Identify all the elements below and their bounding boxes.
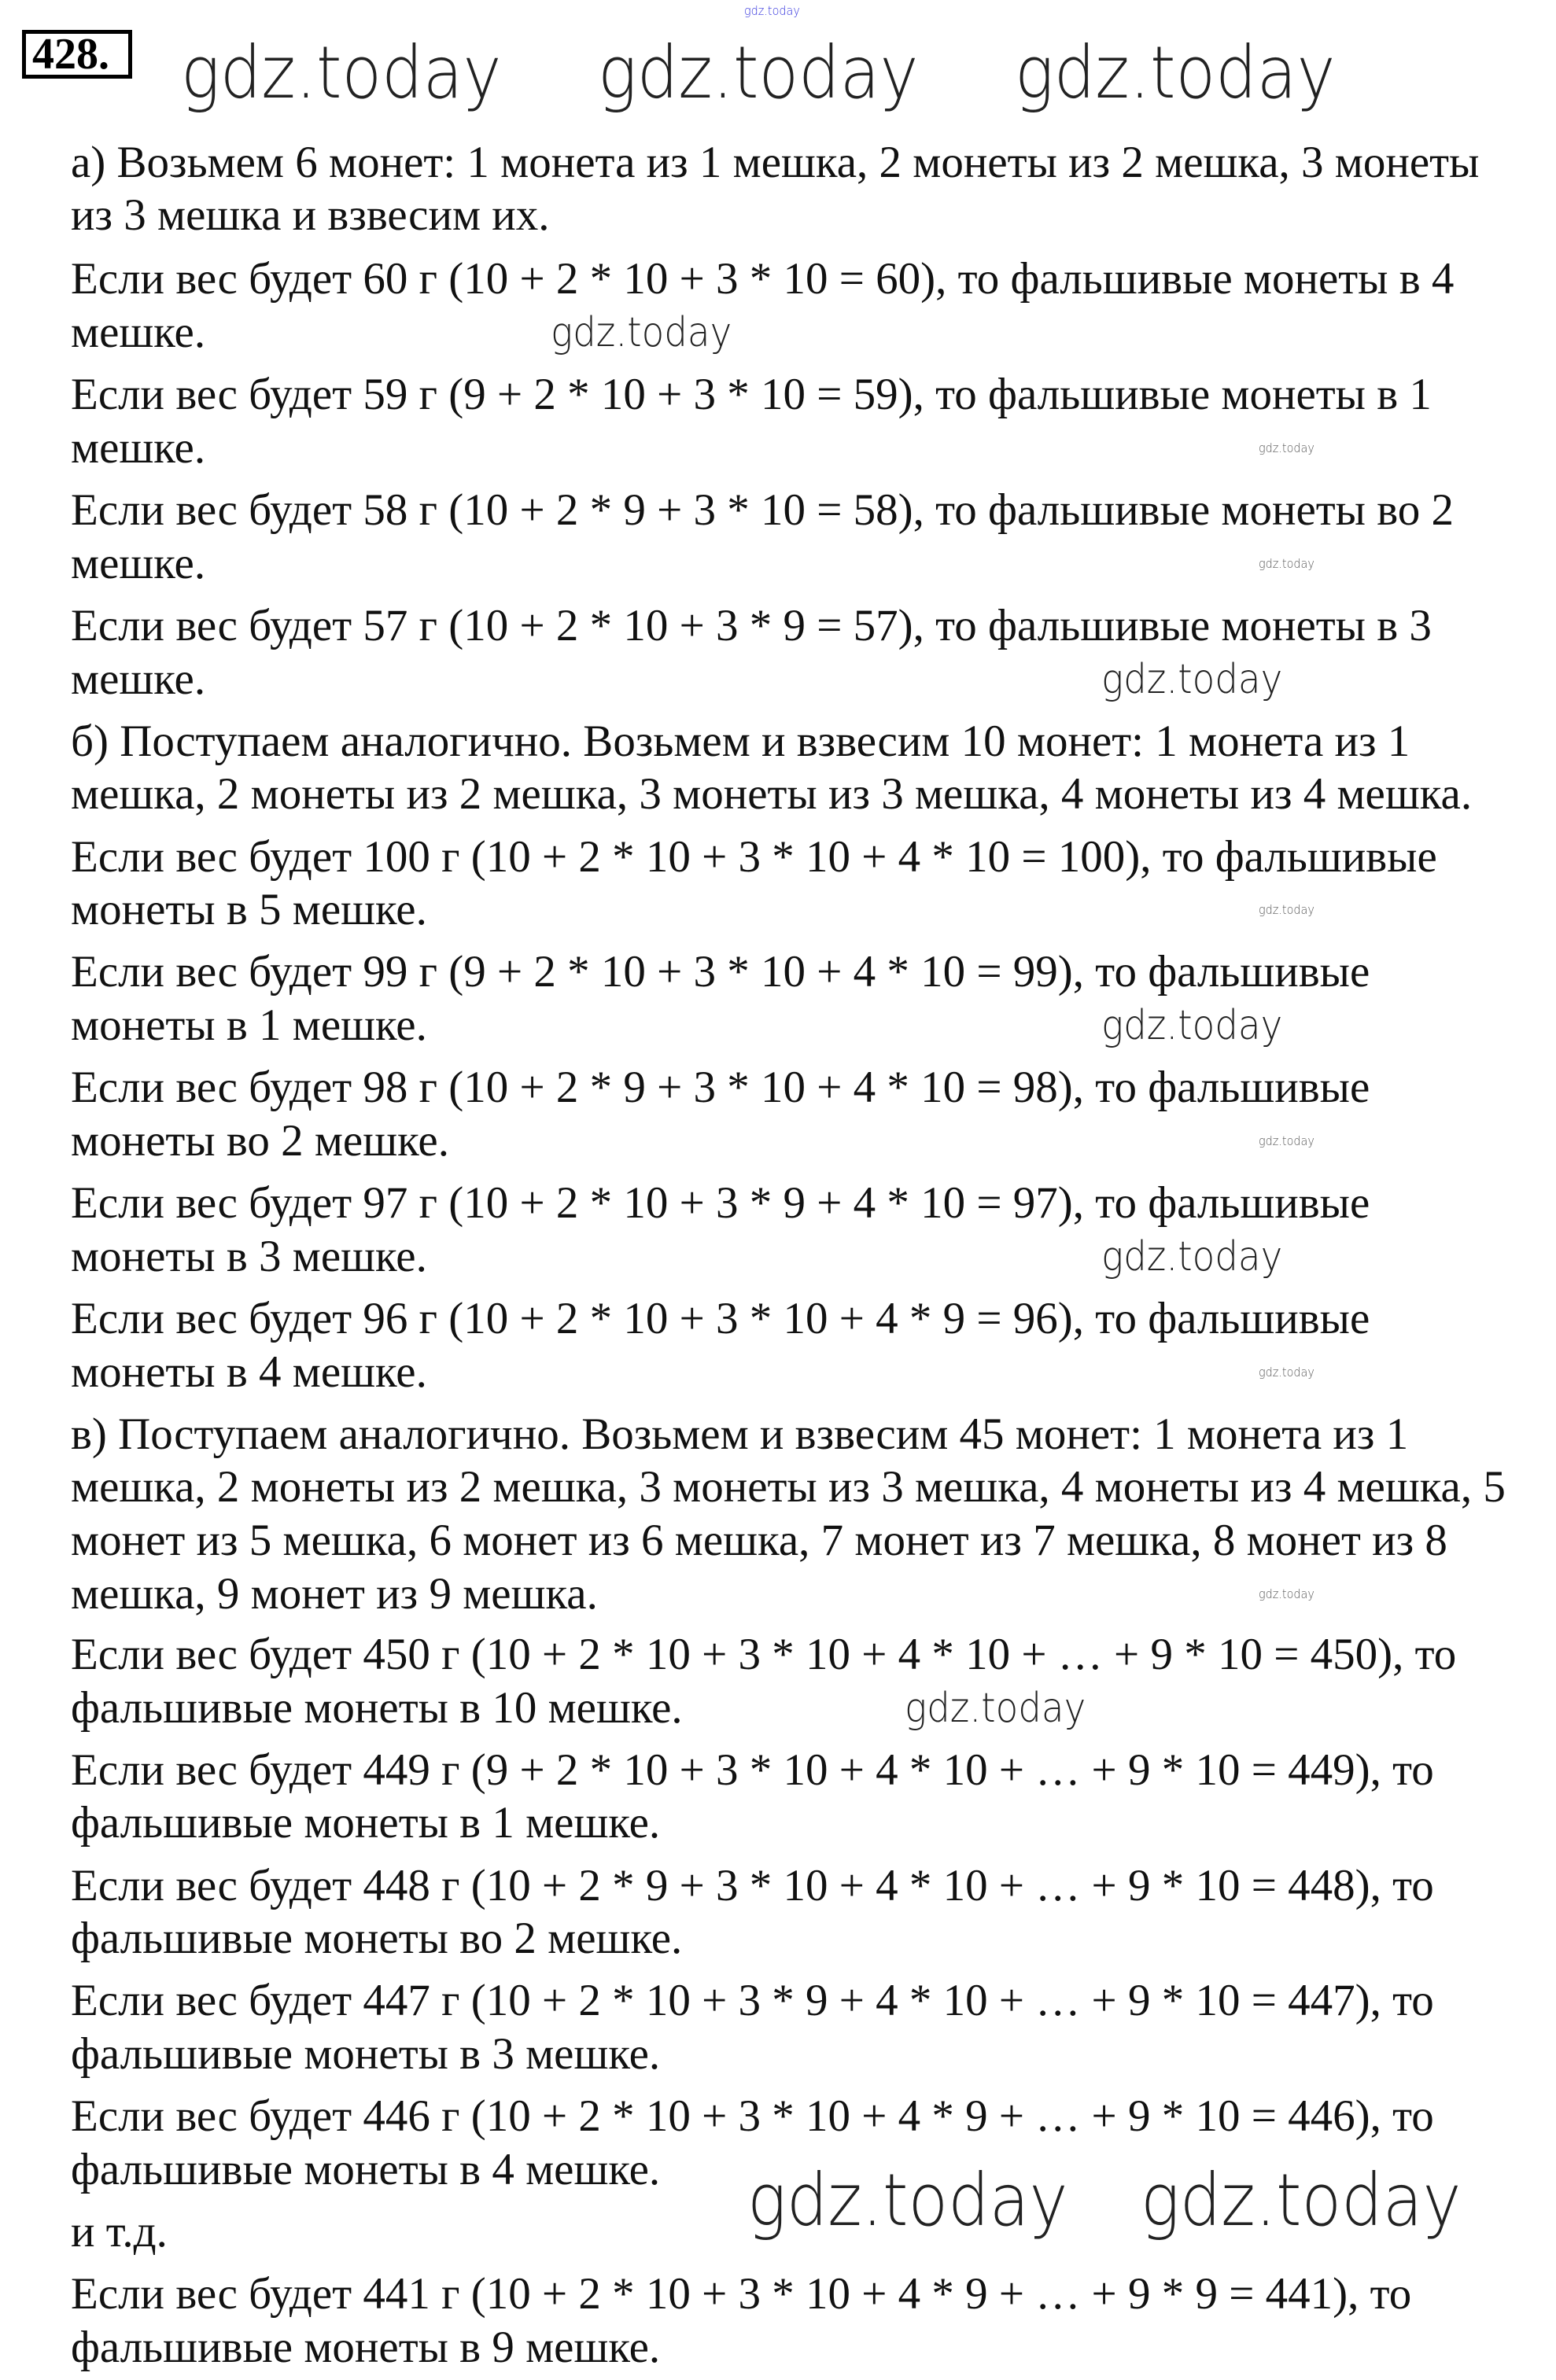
watermark: gdz.today xyxy=(551,309,732,356)
text-line: Если вес будет 449 г (9 + 2 * 10 + 3 * 10 + 4 * 10 + … + 9 * 10 = 449), то xyxy=(71,1745,1434,1795)
text-line: Если вес будет 60 г (10 + 2 * 10 + 3 * 10 = 60), то фальшивые монеты в 4 xyxy=(71,254,1455,304)
problem-number: 428. xyxy=(22,30,132,79)
watermark: gdz.today xyxy=(1259,902,1314,917)
text-line: Если вес будет 98 г (10 + 2 * 9 + 3 * 10 + 4 * 10 = 98), то фальшивые xyxy=(71,1063,1370,1112)
text-line: Если вес будет 447 г (10 + 2 * 10 + 3 * 9 + 4 * 10 + … + 9 * 10 = 447), то xyxy=(71,1976,1434,2025)
text-line: фальшивые монеты в 3 мешке. xyxy=(71,2029,661,2079)
text-line: мешке. xyxy=(71,539,206,588)
text-line: фальшивые монеты в 4 мешке. xyxy=(71,2145,661,2194)
text-line: мешке. xyxy=(71,308,206,357)
text-line: Если вес будет 100 г (10 + 2 * 10 + 3 * 10 + 4 * 10 = 100), то фальшивые xyxy=(71,832,1437,882)
text-line: фальшивые монеты во 2 мешке. xyxy=(71,1914,683,1963)
watermark: gdz.today xyxy=(747,2158,1068,2242)
text-line: в) Поступаем аналогично. Возьмем и взвесим 45 монет: 1 монета из 1 xyxy=(71,1409,1409,1459)
text-line: Если вес будет 446 г (10 + 2 * 10 + 3 * 10 + 4 * 9 + … + 9 * 10 = 446), то xyxy=(71,2091,1434,2141)
text-line: мешка, 2 монеты из 2 мешка, 3 монеты из 3 мешка, 4 монеты из 4 мешка, 5 xyxy=(71,1462,1506,1512)
text-line: монеты в 3 мешке. xyxy=(71,1232,427,1281)
text-line: Если вес будет 448 г (10 + 2 * 9 + 3 * 10 + 4 * 10 + … + 9 * 10 = 448), то xyxy=(71,1861,1434,1910)
watermark: gdz.today xyxy=(1101,656,1283,703)
text-line: Если вес будет 450 г (10 + 2 * 10 + 3 * 10 + 4 * 10 + … + 9 * 10 = 450), то xyxy=(71,1630,1457,1679)
text-line: из 3 мешка и взвесим их. xyxy=(71,190,550,240)
watermark: gdz.today xyxy=(1259,556,1314,571)
text-line: Если вес будет 59 г (9 + 2 * 10 + 3 * 10 = 59), то фальшивые монеты в 1 xyxy=(71,370,1432,419)
watermark: gdz.today xyxy=(1259,1133,1314,1148)
text-line: мешка, 2 монеты из 2 мешка, 3 монеты из 3 мешка, 4 монеты из 4 мешка. xyxy=(71,769,1473,819)
watermark: gdz.today xyxy=(905,1685,1086,1732)
watermark: gdz.today xyxy=(1101,1002,1283,1049)
text-line: и т.д. xyxy=(71,2207,168,2257)
watermark: gdz.today xyxy=(598,31,919,115)
text-line: фальшивые монеты в 10 мешке. xyxy=(71,1683,683,1733)
watermark: gdz.today xyxy=(1259,1586,1314,1601)
watermark: gdz.today xyxy=(1259,440,1314,455)
watermark: gdz.today xyxy=(1101,1233,1283,1280)
watermark: gdz.today xyxy=(1141,2158,1462,2242)
text-line: Если вес будет 58 г (10 + 2 * 9 + 3 * 10 = 58), то фальшивые монеты во 2 xyxy=(71,485,1454,535)
text-line: мешка, 9 монет из 9 мешка. xyxy=(71,1569,598,1619)
watermark: gdz.today xyxy=(1015,31,1336,115)
text-line: Если вес будет 57 г (10 + 2 * 10 + 3 * 9 = 57), то фальшивые монеты в 3 xyxy=(71,601,1432,650)
text-line: мешке. xyxy=(71,423,206,473)
text-line: монет из 5 мешка, 6 монет из 6 мешка, 7 монет из 7 мешка, 8 монет из 8 xyxy=(71,1516,1447,1565)
text-line: Если вес будет 99 г (9 + 2 * 10 + 3 * 10 + 4 * 10 = 99), то фальшивые xyxy=(71,947,1370,997)
watermark: gdz.today xyxy=(181,31,502,115)
text-line: а) Возьмем 6 монет: 1 монета из 1 мешка, 2 монеты из 2 мешка, 3 монеты xyxy=(71,138,1480,187)
watermark: gdz.today xyxy=(744,3,800,18)
text-line: мешке. xyxy=(71,654,206,704)
text-line: Если вес будет 97 г (10 + 2 * 10 + 3 * 9 + 4 * 10 = 97), то фальшивые xyxy=(71,1178,1370,1228)
text-line: Если вес будет 441 г (10 + 2 * 10 + 3 * 10 + 4 * 9 + … + 9 * 9 = 441), то xyxy=(71,2269,1412,2319)
text-line: монеты в 4 мешке. xyxy=(71,1347,427,1397)
watermark: gdz.today xyxy=(1259,1365,1314,1380)
text-line: монеты в 5 мешке. xyxy=(71,885,427,934)
text-line: монеты в 1 мешке. xyxy=(71,1000,427,1050)
text-line: б) Поступаем аналогично. Возьмем и взвесим 10 монет: 1 монета из 1 xyxy=(71,717,1410,766)
text-line: фальшивые монеты в 9 мешке. xyxy=(71,2323,661,2372)
text-line: монеты во 2 мешке. xyxy=(71,1116,449,1166)
text-line: фальшивые монеты в 1 мешке. xyxy=(71,1798,661,1848)
text-line: Если вес будет 96 г (10 + 2 * 10 + 3 * 10 + 4 * 9 = 96), то фальшивые xyxy=(71,1294,1370,1343)
